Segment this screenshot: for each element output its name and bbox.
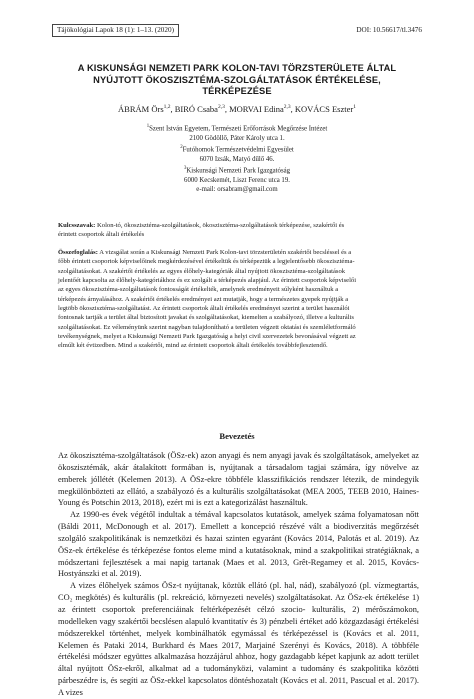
author-name: BIRÓ Csaba <box>174 104 218 114</box>
abstract-line <box>58 276 419 285</box>
paragraph-line: hozzájárul ahhoz, hogy gazdagabb képet kapjunk az adott terület által nyújtott ÖSz-ekről, <box>58 652 419 674</box>
affiliation-line <box>60 143 414 155</box>
abstract-line <box>58 257 419 266</box>
abstract-line <box>58 267 419 276</box>
paragraph-line: Az ökoszisztéma-szolgáltatások (ÖSz-ek) azon anyagi és nem anyagi javak és szolgáltatások, <box>58 451 373 460</box>
abstract-text: fontosnak tartják a terület által biztosított javakat és szolgáltatásokat, kiemelten a szabályozó, illetve a kulturális <box>58 314 354 322</box>
paragraph-line: amelyeket az ökoszisztémák, akár átalakított formában is, nyújtanak a társadalom tagjai <box>58 451 419 472</box>
keywords <box>58 221 419 240</box>
keywords-line <box>58 230 419 239</box>
affiliation-line <box>60 176 414 185</box>
abstract-line <box>58 341 419 350</box>
affiliation-mark: 1 <box>146 124 150 129</box>
paragraph-line: biodiverzitás megőrzését szolgáló szakpolitikának is nemzetközi és hazai szinten egyaránt <box>58 522 420 543</box>
affiliation-text: Szent István Egyetem, Természeti Erőforrások Megőrzése Intézet <box>149 125 328 133</box>
affiliations <box>60 122 414 195</box>
abstract-text: tevékenységnek, melyet a Kiskunsági Nemzeti Park Igazgatóság a helyi civil szervezetek bevonásával végzett az <box>58 333 356 341</box>
abstract-text: főbb érintett csoportok képviselőinek megkérdezésével értékeltük és térképeztük a legjelentősebb ökoszisztéma- <box>58 258 355 266</box>
abstract-line <box>58 285 419 294</box>
article-title <box>56 63 418 98</box>
abstract-line <box>58 295 419 304</box>
affiliation-text: Kiskunsági Nemzeti Park Igazgatóság <box>186 167 291 175</box>
abstract-text: legtöbb ökoszisztéma-szolgáltatást. Az érintett csoportok általi értékelés eredményei szerint a terület használói <box>58 305 350 313</box>
abstract-line <box>58 323 419 332</box>
body-text <box>58 450 419 699</box>
paragraph-line: számára, így növelve az emberek jóllétét (Kelemen 2013). A ÖSz-ekre többféle klasszifikációs <box>58 462 419 484</box>
paragraph <box>58 580 419 698</box>
abstract-line <box>58 248 419 257</box>
affiliation-text: 6070 Izsák, Matyó dűlő 46. <box>199 155 275 163</box>
author-affiliation-mark: 1 <box>353 104 356 111</box>
paragraph-line: segíti az ÖSz-ekkel kapcsolatos döntéshozatalt (Kovács et al. 2011, Pascual et al. 2017). A vizes <box>58 676 419 697</box>
title-line: A KISKUNSÁGI NEMZETI PARK KOLON-TAVI TÖRZSTERÜLETE ÁLTAL <box>77 63 397 73</box>
paragraph-line: Az ÖSz-ek értékelése 1) az érintett csoportok preferenciáinak feltérképezését célzó szocio- <box>58 593 419 614</box>
abstract-text: szolgáltatásokat. A szakértői értékelés az egyes élőhely-kategóriák által nyújtott ökoszisztéma-szolgáltatások <box>58 267 346 275</box>
author-affiliation-mark: 2,3 <box>217 104 225 111</box>
affiliation-mark: 3 <box>183 166 187 172</box>
abstract-text: A vizsgálat során a Kiskunsági Nemzeti Park Kolon-tavi törzsterületén szakértői becsléssel és a <box>99 249 352 256</box>
abstract-line <box>58 313 419 322</box>
paragraph-line: kulturális, 2) mérőszámokon, modelleken vagy szakértői becslésen alapuló kvantitatív és 3) <box>58 604 420 626</box>
keywords-label: Kulcsszavak: <box>58 222 96 229</box>
paragraph-line: vízmegtartás, CO₂ megkötés) és kulturális (pl. rekreáció, környezeti nevelés) szolgáltatásokat. <box>58 581 420 603</box>
section-heading: Bevezetés <box>219 431 255 441</box>
author-name: MORVAI Edina <box>229 104 284 114</box>
paragraph-line: alkalmat ad a tudományközi, valamint a tudomány és szakpolitika közötti párbeszédre is, és <box>58 664 419 686</box>
abstract-text: elmúlt két évtizedben. Mind a szakértői, mind az érintett csoportok általi értékelés továbbfejlesztendő. <box>58 342 328 350</box>
abstract <box>58 248 419 351</box>
affiliation-text: Futóhomok Természetvédelmi Egyesület <box>182 146 294 154</box>
abstract-text: szolgáltatásokat. Ez véleményünk szerint nagyban tulajdonítható a területen végzett oktatási és szemléletformáló <box>58 323 356 331</box>
doi: DOI: 10.56617/tl.3476 <box>356 26 422 34</box>
affiliation-mark: 2 <box>180 145 183 151</box>
abstract-line <box>58 332 419 341</box>
affiliation-line <box>60 164 414 176</box>
affiliation-line <box>60 122 414 134</box>
contact-email: e-mail: orsabram@gmail.com <box>196 186 278 194</box>
paragraph <box>58 509 419 580</box>
abstract-line <box>58 304 419 313</box>
author-affiliation-mark: 2,3 <box>283 104 291 111</box>
affiliation-text: 2100 Gödöllő, Páter Károly utca 1. <box>189 134 285 142</box>
abstract-label: Összefoglalás: <box>58 249 98 256</box>
paragraph-line: pénzbeli értéket adó közgazdasági értékelési módszerekkel történhet, melyek kombinálhatók <box>58 616 420 638</box>
paragraph <box>58 450 419 509</box>
paragraph-line: rendszer létezik, de mindegyik megkülönbözteti az ellátó, a szabályozó és a kulturális <box>58 474 419 496</box>
paragraph-line: A vizes élőhelyek számos ÖSz-t nyújtanak, köztük ellátó (pl. hal, nád), szabályozó (pl. <box>70 581 372 591</box>
title-line: NYÚJTOTT ÖKOSZISZTÉMA-SZOLGÁLTATÁSOK ÉRTÉKELÉSE, <box>93 74 381 85</box>
paragraph-line: ezt a kategorizálást használtuk. <box>203 498 308 508</box>
paragraph-line: (Kovács 2014, Palotás et al. 2019). Az ÖSz-ek értékelése és térképezése fontos eleme mind a <box>58 533 419 555</box>
affiliation-line <box>60 134 414 143</box>
affiliation-text: 6000 Kecskemét, Liszt Ferenc utca 19. <box>184 176 290 184</box>
paragraph-line: kutatásoknak, mind a szakpolitikai stratégiáknak, a módszertani fejlesztések a mai napig <box>58 545 419 567</box>
author-affiliation-mark: 1,2 <box>163 104 171 111</box>
author-name: ÁBRÁM Örs <box>118 104 164 114</box>
keywords-line <box>58 221 419 230</box>
paragraph-line: tartanak (Maes et al. 2013, Grêt-Regamey et al. 2015, Kovács-Hostyánszki et al. 2019). <box>58 557 420 579</box>
abstract-text: az egyes ökoszisztéma-szolgáltatások fontosságát értékelték, amelynek eredményeit súlyként használtuk a <box>58 286 339 294</box>
abstract-text: jelentőét kapcsolta az élőhely-kategóriákhoz és ez szolgált a térképezés alapjául. Az érintett csoportok képviselői <box>58 277 357 285</box>
author-list: ÁBRÁM Örs$^{1,2}$, BIRÓ Csaba$^{2,3}$, MORVAI Edina$^{2,3}$, KOVÁCS Eszter$^1$ <box>118 104 356 114</box>
keywords-text: Kolon-tó, ökoszisztéma-szolgáltatások, ökoszisztéma-szolgáltatások térképezése, szakértői és <box>97 222 345 229</box>
page-header <box>52 24 422 42</box>
paragraph-line: szolgáltatásokat (MEA 2005, TEEB 2010, Haines-Young és Potschin 2013, 2018), ezért mi is <box>58 486 420 508</box>
abstract-text: térképezés árnyalásához. A szakértői értékelés eredményei azt mutatják, hogy a természetes gyepek nyújtják a <box>58 295 349 303</box>
journal-citation: Tájökológiai Lapok 18 (1): 1–13. (2020) <box>52 24 179 37</box>
affiliation-line <box>60 155 414 164</box>
paragraph-line: 2017, Marjainé Szerényi és Kovács, 2018). A többféle értékelési módszer együttes alkalmazása <box>58 640 420 662</box>
paragraph-line: Az 1990-es évek végétől indultak a témával kapcsolatos kutatások, amelyek száma <box>70 510 356 520</box>
author-name: KOVÁCS Eszter <box>294 104 354 114</box>
paragraph-line: folyamatosan nőtt (Báldi 2011, McDonough et al. 2017). Emellett a koncepció részévé vált a <box>58 510 419 532</box>
keywords-text: érintett csoportok általi értékelés <box>58 231 145 239</box>
title-line: TÉRKÉPEZÉSE <box>202 86 272 96</box>
paragraph-line: egymással és térképezéssel is (Kovács et al. 2011, Kelemen és Pataki 2014, Burkhard és Maes <box>58 628 419 650</box>
